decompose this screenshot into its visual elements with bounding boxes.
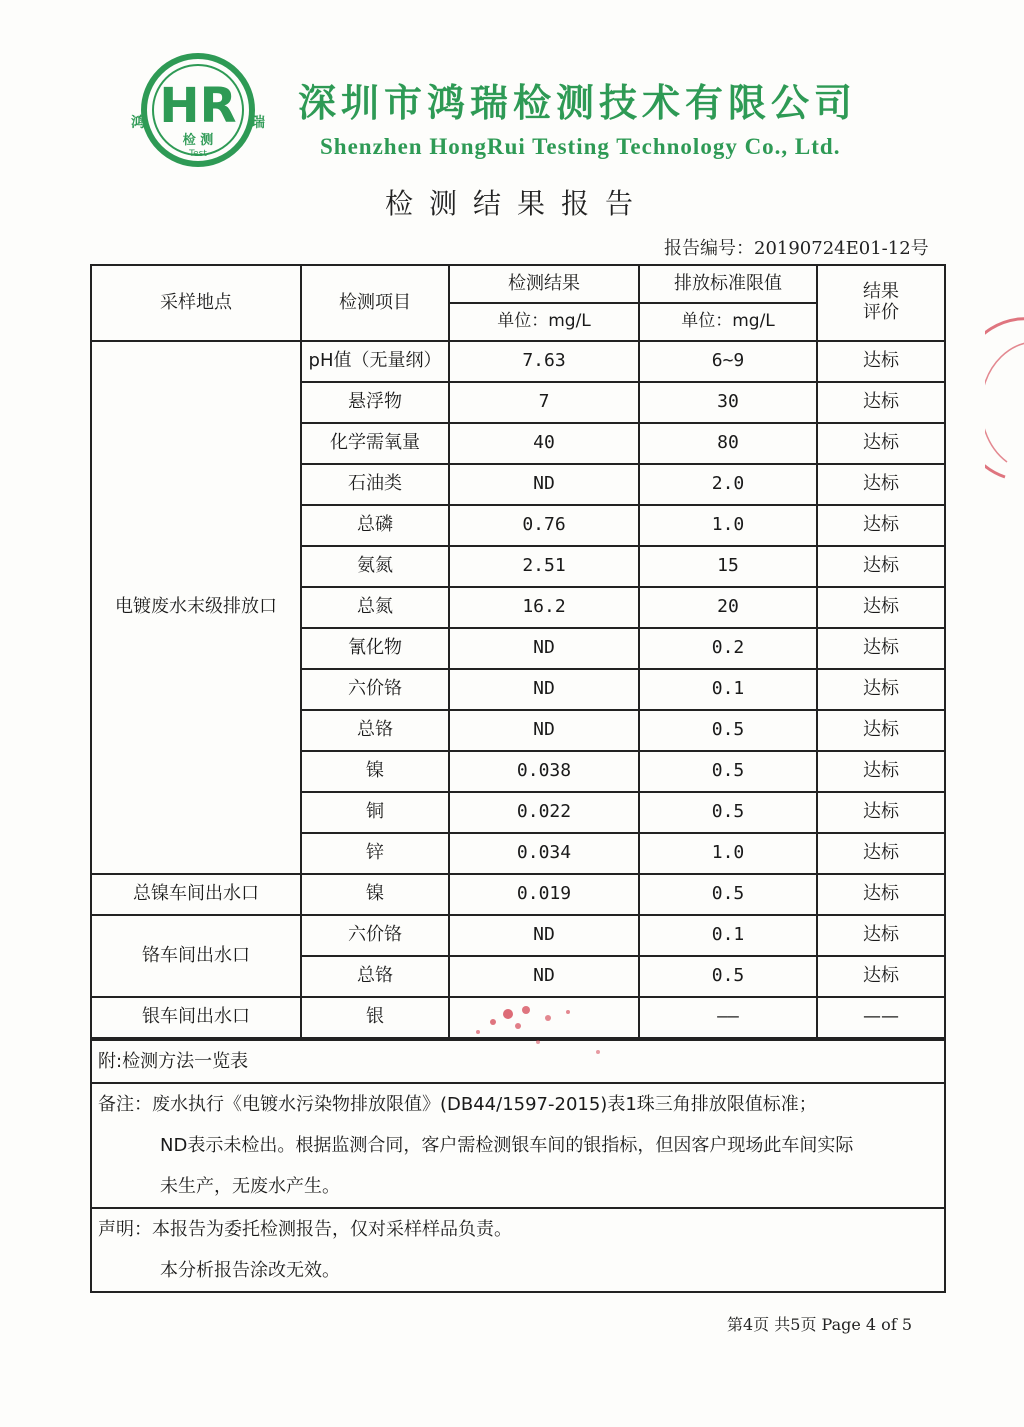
table-row — [91, 874, 945, 915]
result-cell: 0.038 — [449, 751, 639, 792]
company-name-cn: 深圳市鸿瑞检测技术有限公司 — [298, 81, 858, 125]
result-cell: 0.034 — [449, 833, 639, 874]
limit-cell: 0.1 — [639, 915, 817, 956]
eval-cell: 达标 — [817, 546, 945, 587]
item-cell: 石油类 — [301, 464, 449, 505]
item-cell: 铜 — [301, 792, 449, 833]
limit-cell: 0.5 — [639, 792, 817, 833]
location-cell: 总镍车间出水口 — [91, 874, 301, 915]
item-cell: 总铬 — [301, 710, 449, 751]
limit-cell: 1.0 — [639, 833, 817, 874]
seal-stamp-icon — [985, 312, 1024, 482]
notes-table — [90, 1039, 946, 1293]
result-cell: ND — [449, 710, 639, 751]
eval-cell: 达标 — [817, 587, 945, 628]
remark-row — [91, 1083, 945, 1208]
company-logo — [128, 52, 268, 172]
report-title: 检测结果报告 — [385, 187, 650, 220]
eval-cell: 达标 — [817, 341, 945, 382]
limit-cell: —— — [639, 997, 817, 1038]
item-cell: pH值（无量纲） — [301, 341, 449, 382]
statement-line-2: 本分析报告涂改无效。 — [160, 1260, 340, 1281]
item-cell: 镍 — [301, 874, 449, 915]
unit-result: 单位：mg/L — [449, 303, 639, 341]
statement-row — [91, 1208, 945, 1292]
eval-cell: 达标 — [817, 423, 945, 464]
table-row — [91, 341, 945, 382]
logo-test: Test — [189, 149, 207, 159]
eval-cell: 达标 — [817, 792, 945, 833]
result-cell: 40 — [449, 423, 639, 464]
location-cell: 电镀废水末级排放口 — [91, 341, 301, 874]
results-body — [91, 265, 945, 1038]
limit-cell: 15 — [639, 546, 817, 587]
header-item: 检测项目 — [301, 265, 449, 341]
company-name-en: Shenzhen HongRui Testing Technology Co., Ltd. — [320, 134, 841, 159]
eval-cell: 达标 — [817, 710, 945, 751]
logo-left-char: 鸿 — [131, 115, 145, 131]
report-number: 报告编号：20190724E01-12号 — [664, 238, 929, 259]
table-row — [91, 915, 945, 956]
logo-right-char: 瑞 — [251, 115, 265, 131]
limit-cell: 0.5 — [639, 956, 817, 997]
result-cell: 0.022 — [449, 792, 639, 833]
limit-cell: 2.0 — [639, 464, 817, 505]
results-table — [90, 264, 946, 1039]
eval-cell: 达标 — [817, 915, 945, 956]
header-limit: 排放标准限值 — [639, 265, 817, 303]
item-cell: 氰化物 — [301, 628, 449, 669]
header-row — [91, 265, 945, 303]
location-cell: 银车间出水口 — [91, 997, 301, 1038]
result-cell: ND — [449, 464, 639, 505]
result-cell: 0.019 — [449, 874, 639, 915]
limit-cell: 0.1 — [639, 669, 817, 710]
limit-cell: 6~9 — [639, 341, 817, 382]
header-result: 检测结果 — [449, 265, 639, 303]
eval-cell: 达标 — [817, 505, 945, 546]
item-cell: 银 — [301, 997, 449, 1038]
result-cell: ND — [449, 669, 639, 710]
item-cell: 总氮 — [301, 587, 449, 628]
result-cell: ND — [449, 915, 639, 956]
statement-line-1: 声明：本报告为委托检测报告，仅对采样样品负责。 — [98, 1219, 512, 1240]
limit-cell: 0.5 — [639, 710, 817, 751]
ink-blot-icon — [448, 992, 648, 1072]
result-cell: 0.76 — [449, 505, 639, 546]
unit-limit: 单位：mg/L — [639, 303, 817, 341]
item-cell: 六价铬 — [301, 669, 449, 710]
remark-line-1: 备注：废水执行《电镀水污染物排放限值》(DB44/1597-2015)表1珠三角排放限值标准； — [98, 1094, 817, 1115]
header-eval: 结果 评价 — [817, 265, 945, 341]
result-cell: 2.51 — [449, 546, 639, 587]
logo-text: HR — [159, 78, 237, 134]
result-cell: 7.63 — [449, 341, 639, 382]
item-cell: 镍 — [301, 751, 449, 792]
eval-cell: 达标 — [817, 669, 945, 710]
limit-cell: 80 — [639, 423, 817, 464]
eval-cell: 达标 — [817, 956, 945, 997]
header-location: 采样地点 — [91, 265, 301, 341]
item-cell: 锌 — [301, 833, 449, 874]
limit-cell: 0.5 — [639, 751, 817, 792]
location-cell: 铬车间出水口 — [91, 915, 301, 997]
eval-cell: —— — [817, 997, 945, 1038]
limit-cell: 1.0 — [639, 505, 817, 546]
result-cell: 7 — [449, 382, 639, 423]
remark-line-3: 未生产，无废水产生。 — [160, 1176, 340, 1197]
eval-cell: 达标 — [817, 751, 945, 792]
page-footer: 第4页 共5页 Page 4 of 5 — [727, 1315, 913, 1334]
eval-cell: 达标 — [817, 382, 945, 423]
item-cell: 六价铬 — [301, 915, 449, 956]
limit-cell: 0.2 — [639, 628, 817, 669]
eval-cell: 达标 — [817, 464, 945, 505]
item-cell: 总铬 — [301, 956, 449, 997]
appendix-text: 附:检测方法一览表 — [98, 1051, 249, 1072]
eval-cell: 达标 — [817, 833, 945, 874]
result-cell: ND — [449, 628, 639, 669]
limit-cell: 0.5 — [639, 874, 817, 915]
result-cell: ND — [449, 956, 639, 997]
item-cell: 氨氮 — [301, 546, 449, 587]
item-cell: 化学需氧量 — [301, 423, 449, 464]
remark-line-2: ND表示未检出。根据监测合同，客户需检测银车间的银指标，但因客户现场此车间实际 — [160, 1135, 854, 1156]
eval-cell: 达标 — [817, 628, 945, 669]
item-cell: 总磷 — [301, 505, 449, 546]
result-cell: 16.2 — [449, 587, 639, 628]
logo-sub: 检 测 — [182, 133, 214, 148]
limit-cell: 20 — [639, 587, 817, 628]
eval-cell: 达标 — [817, 874, 945, 915]
limit-cell: 30 — [639, 382, 817, 423]
item-cell: 悬浮物 — [301, 382, 449, 423]
